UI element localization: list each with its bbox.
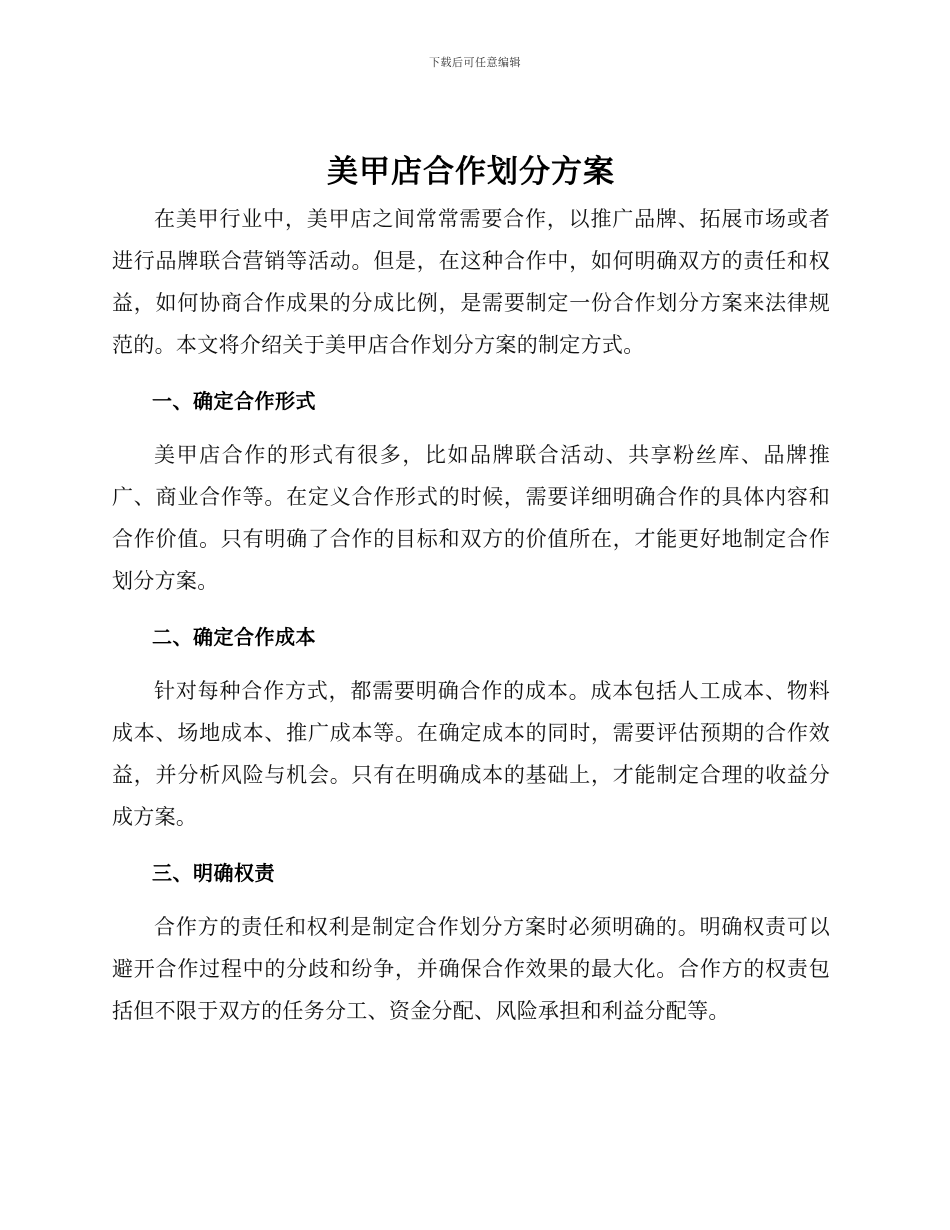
section-cooperation-cost bbox=[112, 616, 830, 838]
section-heading: 一、确定合作形式 bbox=[152, 389, 316, 413]
section-paragraph: 美甲店合作的形式有很多，比如品牌联合活动、共享粉丝库、品牌推广、商业合作等。在定义合作形式的时候，需要详细明确合作的具体内容和合作价值。只有明确了合作的目标和双方的价值所在，才能更好地制定合作划分方案。 bbox=[112, 443, 830, 593]
header-note: 下载后可任意编辑 bbox=[429, 56, 521, 69]
section-paragraph: 合作方的责任和权利是制定合作划分方案时必须明确的。明确权责可以避开合作过程中的分歧和纷争，并确保合作效果的最大化。合作方的权责包括但不限于双方的任务分工、资金分配、风险承担和利益分配等。 bbox=[112, 915, 830, 1023]
section-heading: 二、确定合作成本 bbox=[152, 625, 316, 649]
section-rights-responsibilities bbox=[112, 852, 830, 1032]
section-paragraph: 针对每种合作方式，都需要明确合作的成本。成本包括人工成本、物料成本、场地成本、推广成本等。在确定成本的同时，需要评估预期的合作效益，并分析风险与机会。只有在明确成本的基础上，才能制定合理的收益分成方案。 bbox=[112, 679, 830, 829]
document-title: 美甲店合作划分方案 bbox=[327, 154, 615, 190]
section-cooperation-form bbox=[112, 380, 830, 602]
intro-paragraph: 在美甲行业中，美甲店之间常常需要合作，以推广品牌、拓展市场或者进行品牌联合营销等活动。但是，在这种合作中，如何明确双方的责任和权益，如何协商合作成果的分成比例，是需要制定一份合作划分方案来法律规范的。本文将介绍关于美甲店合作划分方案的制定方式。 bbox=[112, 207, 830, 357]
section-heading: 三、明确权责 bbox=[152, 861, 275, 885]
document-body bbox=[112, 148, 830, 1032]
